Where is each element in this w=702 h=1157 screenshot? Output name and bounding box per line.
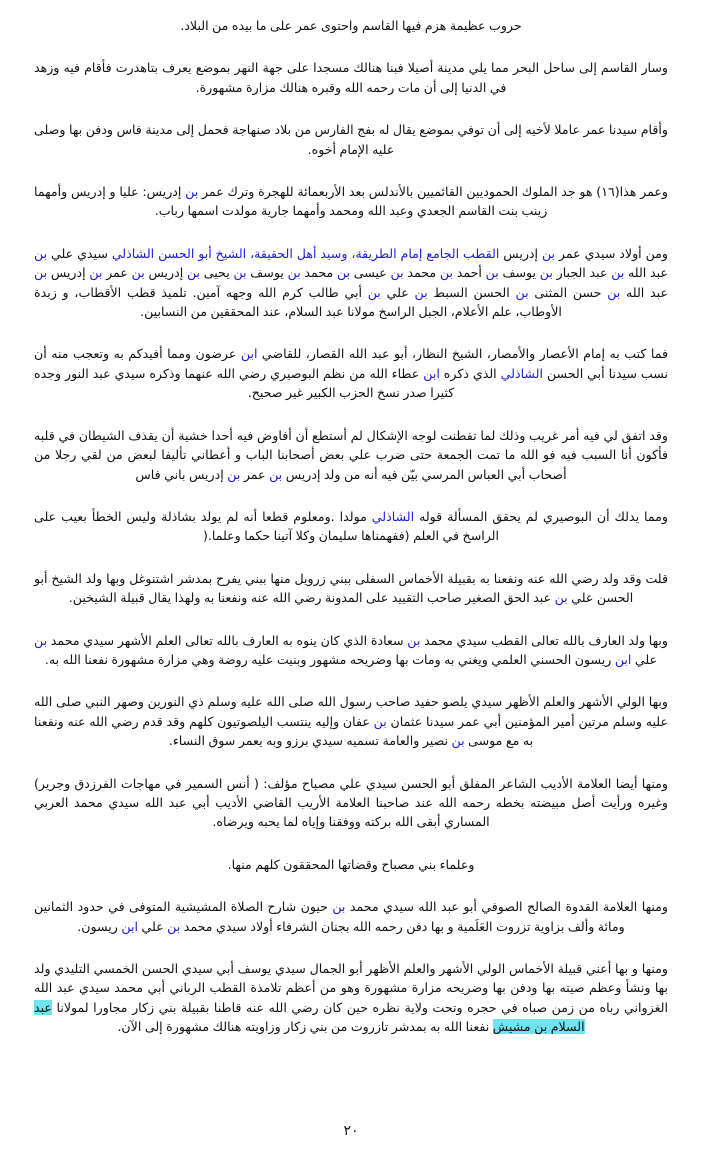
- linked-term: الشاذلي: [500, 365, 543, 381]
- text-run: وقد اتفق لي فيه أمر غريب وذلك لما تفطنت لوجه الإشكال لم أستطع أن أفاوض فيه أحدا خشية أن يقذف الشيطان في قلبه فأكون أنا السبب فيه فو الله ما تمت الجمعة حتى ضرب علي بعض أصحابنا الباب و أعطاني تأليفا لبعض من لقي رجلا من أصحاب أبي العباس المرسي بيّن فيه أنه من ولد إدريس: [34, 427, 668, 482]
- text-run: ريسون.: [77, 918, 122, 934]
- text-run: ومنها و بها أعني قبيلة الأخماس الولي الأشهر والعلم الأظهر أبو الجمال سيدي يوسف أبي سيدي الحسن الخمسي التليدي ولد بها ونشأ وعظم صيته بها ودفن بها وضريحه مزارة مشهورة وهو من أعظم تلامذة القطب الرباني أبي محمد سيدي عبد الله الغزواني رباه من زمن صباه في حجره وتحت ولاية نظره حين كان رضي الله عنه قاطنا بقبيلة بني زكار مجاورا لمولانا: [34, 961, 668, 1015]
- linked-term: بن: [611, 265, 625, 281]
- linked-term: ابن: [614, 651, 632, 667]
- text-run: علي: [380, 284, 415, 300]
- text-run: وعمر هذا(١٦) هو جد الملوك الحموديين القائميين بالأندلس بعد الأربعمائة للهجرة وترك عمر: [198, 184, 668, 200]
- text-run: إدريس: [144, 265, 187, 281]
- linked-term: بن: [227, 466, 241, 482]
- linked-term: بن: [332, 899, 346, 915]
- text-run: فما كتب به إمام الأعصار والأمصار، الشيخ النظار، أبو عبد الله القصار، للقاضي: [257, 346, 668, 362]
- linked-term: بن: [131, 265, 145, 281]
- paragraph: [34, 120, 668, 159]
- linked-term: بن: [336, 265, 351, 281]
- paragraph: [34, 426, 668, 484]
- linked-term: بن: [233, 265, 247, 281]
- text-run: ومنها العلامة القدوة الصالح الصوفي أبو عبد الله سيدي محمد: [345, 899, 668, 915]
- text-run: سعادة الذي كان ينوه به العارف بالله تعالى العلم الأشهر سيدي محمد: [47, 632, 408, 648]
- text-run: ومنها أيضا العلامة الأديب الشاعر المفلق أبو الحسن سيدي علي مصباح مؤلف: ( أنس السمير في مهاجات الفرزدق وجرير) وغيره ورأيت أصل مبيضته بخطه رحمه الله عند صاحبنا العلامة الأريب القاضي الأديب أبي عبد الله سيدي محمد العربي المساري أبقى الله بركته ووفقنا وإياه لما يحبه ويرضاه.: [34, 775, 668, 830]
- text-run: وعلماء بني مصباح وقضاتها المحققون كلهم منها.: [227, 856, 475, 872]
- paragraph: [34, 774, 668, 832]
- linked-term: القطب الجامع إمام الطريقة، وسيد أهل الحقيقة، الشيخ أبو الحسن الشاذلي: [111, 245, 500, 261]
- text-run: ريسون الحسني العلمي ويغني به ومات بها وضريحه مشهور وبنيت عليه روضة وهي مزارة مشهورة نفعنا الله به.: [44, 651, 615, 667]
- text-run: عفان وإليه ينتسب اليلصوتيون كلهم وقد قدم رضي الله عنه ونفعنا به مع موسى: [34, 713, 534, 749]
- paragraph: [34, 507, 668, 546]
- text-run: عمر: [240, 466, 270, 482]
- paragraph: [34, 344, 668, 402]
- text-run: وأقام سيدنا عمر عاملا لأخيه إلى أن توفي بموضع يقال له بفج الفارس من بلاد صنهاجة فحمل إلى مدينة فاس ودفن بها وصلى عليه الإمام أخوه.: [34, 122, 668, 157]
- text-run: أبي طالب كرم الله وجهه آمين. تلميذ قطب الأقطاب، و زبدة الأوطاب، علم الأعلام، الجبل الراسخ مولانا عبد السلام، عند المحققين من النسابين.: [34, 284, 562, 320]
- linked-term: بن: [541, 245, 556, 261]
- text-run: حروب عظيمة هزم فيها القاسم واحتوى عمر على ما بيده من البلاد.: [180, 18, 522, 33]
- linked-term: بن: [34, 632, 48, 648]
- text-run: محمد: [300, 265, 337, 281]
- linked-term: بن: [167, 918, 181, 934]
- linked-term: بن: [269, 466, 283, 482]
- paragraph: [34, 855, 668, 874]
- paragraph: [34, 959, 668, 1037]
- text-run: نفعنا الله به بمدشر تازروت من بني زكار وزاويته هنالك مشهورة إلى الآن.: [117, 1019, 493, 1035]
- text-run: يحيى: [200, 265, 234, 281]
- body-text: [34, 16, 668, 1037]
- text-run: الحسن السبط: [427, 284, 516, 300]
- highlighted-text: عبد السلام بن مشيش: [34, 999, 585, 1035]
- text-run: عرضون ومما أفيدكم به وتعجب منه أن نسب سيدنا أبي الحسن: [34, 346, 668, 381]
- text-run: وبها ولد العارف بالله تعالى القطب سيدي محمد: [420, 632, 668, 648]
- text-run: عبد الحق الصغير صاحب التقييد على المدونة رضي الله عنه ونفعنا به ولهذا يقال قبيلة الشيخين.: [68, 590, 555, 606]
- text-run: أحمد: [452, 265, 486, 281]
- text-run: قلت وقد ولد رضي الله عنه ونفعنا به بقبيلة الأخماس السفلى ببني زرويل منها ببني يفرح بمدشر اشتنوغل وبها ولد الشيخ أبو الحسن علي: [34, 570, 668, 606]
- linked-term: بن: [539, 265, 553, 281]
- text-run: إدريس: [47, 265, 90, 281]
- linked-term: بن: [373, 713, 387, 729]
- paragraph: [34, 897, 668, 936]
- paragraph: [34, 16, 668, 35]
- linked-term: بن: [185, 184, 199, 200]
- paragraph: [34, 692, 668, 750]
- paragraph: [34, 631, 668, 670]
- text-run: نصير والعامة تسميه سيدي برزو وبه يعمر سوق النساء.: [168, 733, 452, 749]
- text-run: إدريس باني فاس: [135, 466, 228, 482]
- linked-term: بن: [414, 284, 428, 300]
- text-run: علي: [631, 651, 658, 667]
- text-run: وبها الولي الأشهر والعلم الأظهر سيدي يلصو حفيد صاحب رسول الله صلى الله عليه وسلم ذي النورين وصهر النبي صلى الله عليه وسلم مرتين أمير المؤمنين أبي عمر سيدنا عثمان: [34, 694, 668, 729]
- linked-term: بن: [607, 284, 621, 300]
- paragraph: [34, 569, 668, 608]
- text-run: يوسف: [498, 265, 540, 281]
- page-number: ٢٠: [343, 1123, 359, 1139]
- text-run: إدريس: عليا و إدريس وأمهما زينب بنت القاسم الجعدي وعبد الله ومحمد وأمهما جارية مولدت اسمها رباب.: [34, 184, 548, 219]
- linked-term: بن: [390, 265, 404, 281]
- text-run: عبد الله: [624, 265, 668, 281]
- linked-term: بن: [554, 590, 568, 606]
- text-run: عبد الله: [620, 284, 668, 300]
- paragraph: [34, 244, 668, 322]
- text-run: عيسى: [350, 265, 391, 281]
- text-run: عمر: [102, 265, 132, 281]
- text-run: الذي ذكره: [439, 365, 501, 381]
- linked-term: ابن: [423, 365, 440, 381]
- paragraph: [34, 58, 668, 97]
- text-run: مولدا .ومعلوم قطعا أنه لم يولد بشاذلة وليس الخطأ بعيب على الراسخ في العلم (ففهمناها سليمان وكلا آتينا حكما وعلما.(: [34, 508, 500, 544]
- linked-term: بن: [439, 265, 453, 281]
- text-run: عبد الجبار: [552, 265, 612, 281]
- linked-term: بن: [34, 265, 48, 281]
- paragraph: [34, 182, 668, 221]
- linked-term: ابن: [121, 918, 138, 934]
- text-run: علي: [137, 918, 168, 934]
- text-run: عطاء الله من نظم البوصيري رضي الله عنهما وذكره سيدي عبد النور وجده كثيرا صدر نسخ الحزب الكبير غير صحيح.: [34, 365, 455, 401]
- linked-term: بن: [515, 284, 529, 300]
- linked-term: بن: [451, 733, 465, 749]
- linked-term: ابن: [240, 346, 258, 362]
- linked-term: بن: [34, 245, 48, 261]
- linked-term: بن: [89, 265, 103, 281]
- linked-term: الشاذلي: [371, 508, 415, 524]
- linked-term: بن: [407, 632, 421, 648]
- linked-term: بن: [186, 265, 201, 281]
- text-run: ومما يدلك أن البوصيري لم يحقق المسألة قوله: [414, 508, 668, 524]
- linked-term: بن: [485, 265, 499, 281]
- text-run: حسن المثنى: [528, 284, 608, 300]
- linked-term: بن: [287, 265, 301, 281]
- text-run: يوسف: [246, 265, 288, 281]
- text-run: وسار القاسم إلى ساحل البحر مما يلي مدينة أصيلا فبنا هنالك مسجدا على جهة النهر بموضع يعرف بتاهدرت فأقام فيه وزهد في الدنيا إلى أن مات رحمه الله وقبره هنالك مزارة مشهورة.: [34, 60, 668, 95]
- linked-term: بن: [367, 284, 381, 300]
- text-run: ومن أولاد سيدي عمر: [555, 245, 668, 261]
- text-run: محمد: [403, 265, 440, 281]
- text-run: حيون شارح الصلاة المشيشية المتوفى في حدود الثمانين ومائة وألف بزاوية تزروت العَلَمية و بها دفن رحمه الله بجنان الشرفاء أولاد سيدي محمد: [34, 899, 625, 934]
- text-run: سيدي علي: [47, 245, 112, 261]
- text-run: إدريس: [499, 245, 542, 261]
